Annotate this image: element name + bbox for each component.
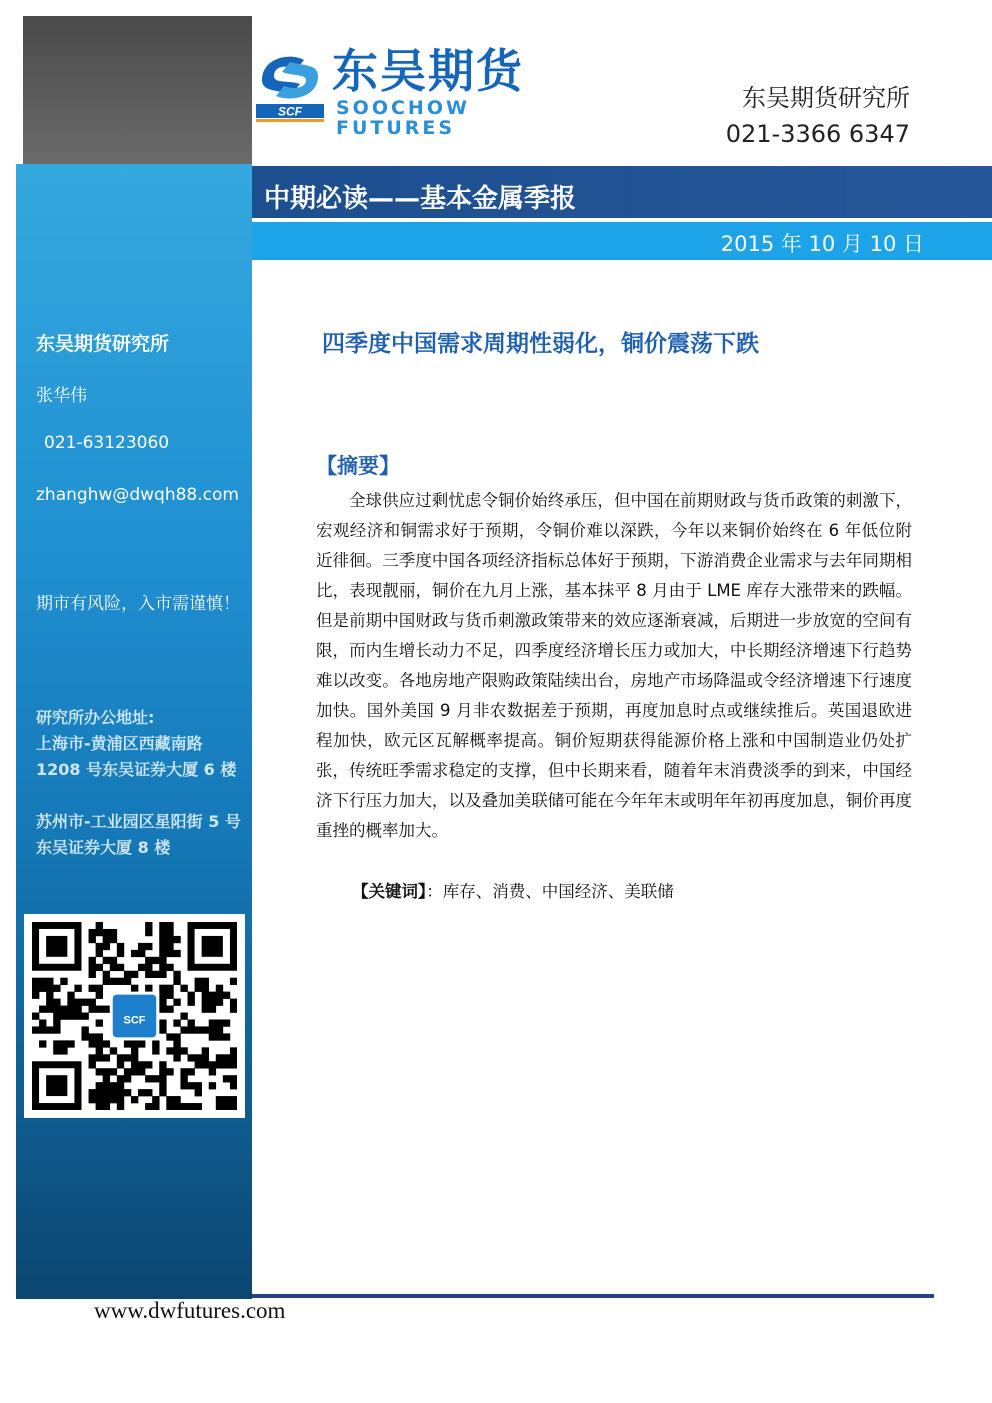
header-phone: 021-3366 6347 — [725, 120, 910, 148]
footer-website-link[interactable]: www.dwfutures.com — [94, 1298, 286, 1323]
keywords-list: ：库存、消费、中国经济、美联储 — [426, 882, 674, 901]
sidebar-address-suzhou: 苏州市-工业园区星阳街 5 号东吴证券大厦 8 楼 — [36, 812, 241, 857]
company-logo — [256, 44, 576, 139]
logo-chinese-name: 东吴期货 — [332, 44, 524, 98]
keywords-label: 【关键词】 — [352, 882, 427, 901]
report-title: 中期必读——基本金属季报 — [264, 184, 577, 214]
qr-code-icon — [32, 922, 237, 1110]
headline: 四季度中国需求周期性弱化，铜价震荡下跌 — [322, 331, 759, 357]
qr-logo-text: SCF — [123, 1014, 146, 1027]
sidebar-org: 东吴期货研究所 — [36, 333, 170, 355]
sidebar-phone: 021-63123060 — [44, 433, 170, 453]
scf-logo-icon — [256, 50, 324, 122]
keywords — [352, 878, 674, 902]
abstract-text: 全球供应过剩忧虑令铜价始终承压，但中国在前期财政与货币政策的刺激下，宏观经济和铜需求好于预期，令铜价难以深跌，今年以来铜价始终在 6 年低位附近徘徊。三季度中国各项经济指标总体好于预期，下游消费企业需求与去年同期相比，表现靓丽，铜价在九月上涨，基本抹平 8 月由于 LME 库存大涨带来的跌幅。但是前期中国财政与货币刺激政策带来的效应逐渐衰减，后期进一步放宽的空间有限，而内生增长动力不足，四季度经济增长压力或加大，中长期经济增速下行趋势难以改变。各地房地产限购政策陆续出台，房地产市场降温或令经济增速下行速度加快。国外美国 9 月非农数据差于预期，再度加息时点或继续推后。英国退欧进程加快，欧元区瓦解概率提高。铜价短期获得能源价格上涨和中国制造业仍处扩张，传统旺季需求稳定的支撑，但中长期来看，随着年末消费淡季的到来，中国经济下行压力加大，以及叠加美联储可能在今年年末或明年年初再度加息，铜价再度重挫的概率加大。 — [316, 491, 912, 840]
sidebar-analyst: 张华伟 — [36, 386, 87, 406]
report-date: 2015 年 10 月 10 日 — [720, 232, 924, 256]
sidebar-email[interactable]: zhanghw@dwqh88.com — [36, 485, 239, 505]
logo-english-name: SOOCHOW FUTURES — [336, 97, 470, 139]
sidebar-risk-warning: 期市有风险，入市需谨慎！ — [36, 594, 240, 614]
footer-divider — [252, 1294, 934, 1298]
sidebar-address-shanghai: 上海市-黄浦区西藏南路 1208 号东吴证券大厦 6 楼 — [36, 734, 237, 779]
qr-code — [24, 914, 245, 1118]
header-org-name: 东吴期货研究所 — [742, 84, 910, 112]
logo-mark-text: SCF — [278, 104, 302, 119]
report-title-band — [252, 166, 992, 218]
header-grey-block — [23, 16, 252, 164]
report-date-band — [252, 222, 992, 260]
sidebar-address-heading: 研究所办公地址: — [36, 708, 155, 727]
abstract-label: 【摘要】 — [316, 454, 400, 478]
